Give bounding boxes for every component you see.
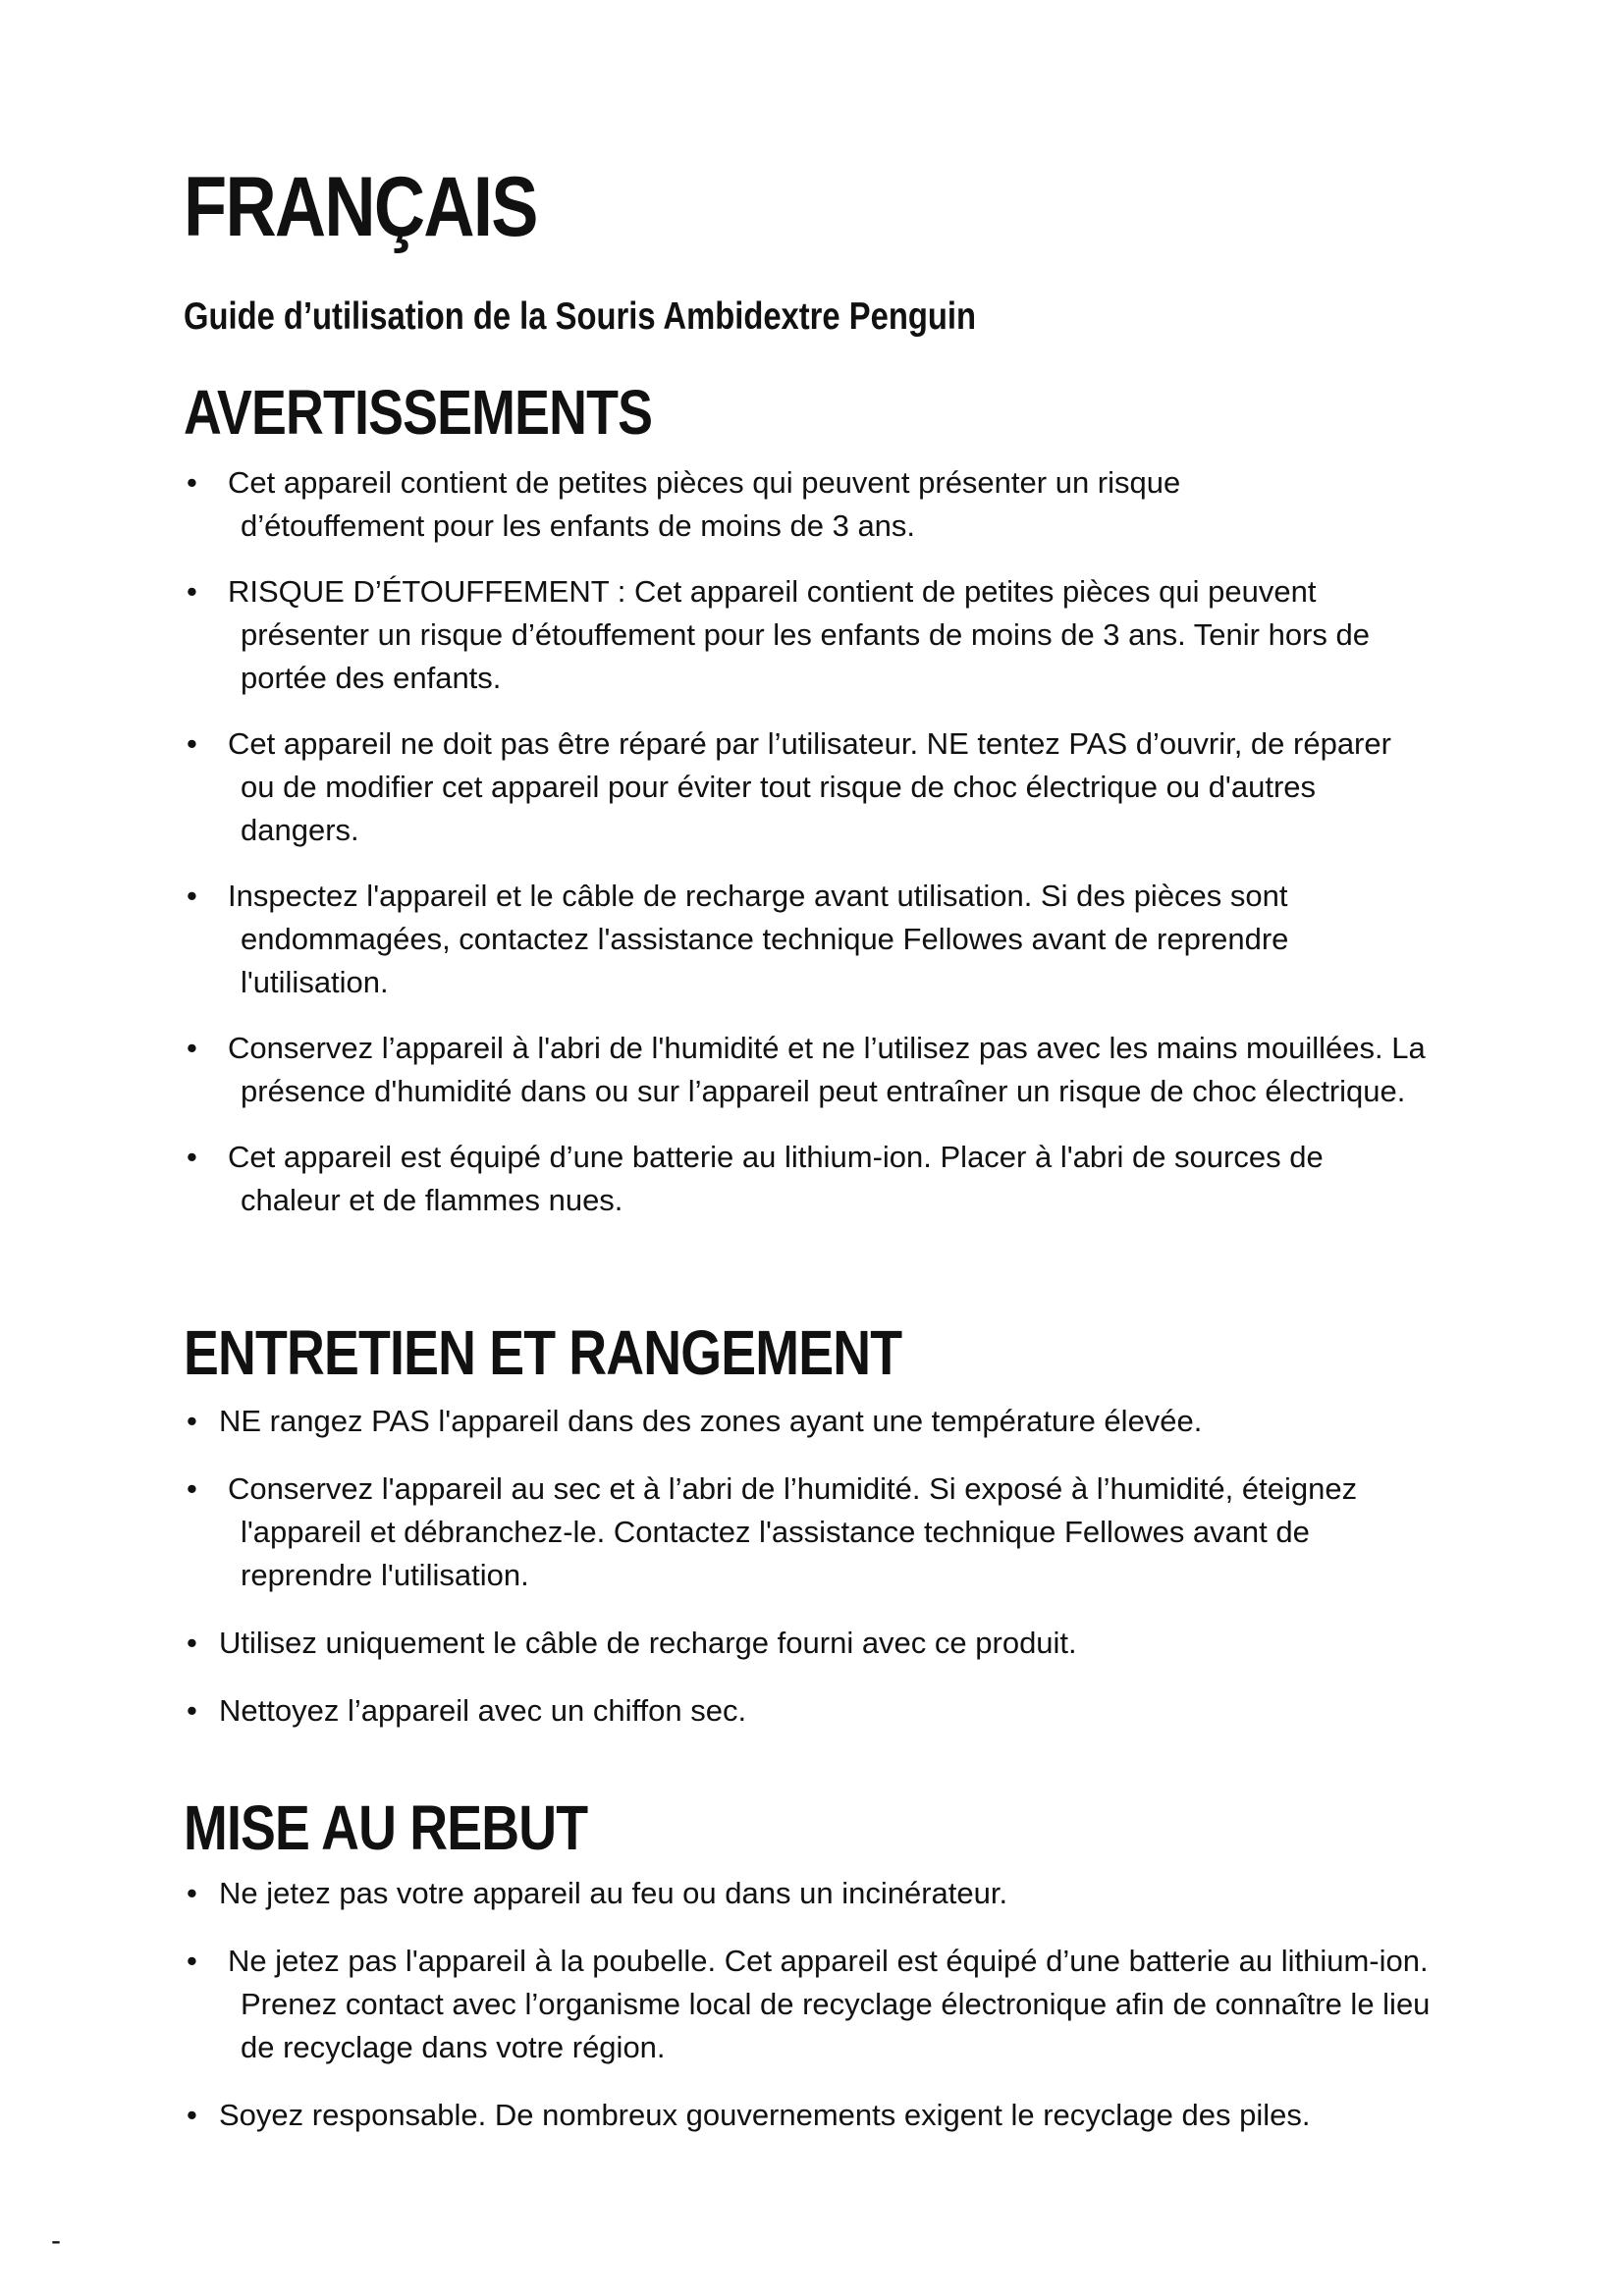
- bullet-icon: •: [187, 1876, 197, 1910]
- bullet-icon: •: [187, 2098, 197, 2132]
- bullet-icon: •: [187, 1693, 197, 1728]
- list-item: • Cet appareil ne doit pas être réparé par l’utilisateur. NE tentez PAS d’ouvrir, de réparer ou de modifier cet appareil pour éviter tout risque de choc électrique ou d'autres dangers.: [184, 722, 1460, 852]
- footer-mark: -: [51, 2224, 61, 2257]
- list-item: • Cet appareil est équipé d’une batterie au lithium-ion. Placer à l'abri de sources de chaleur et de flammes nues.: [184, 1136, 1460, 1222]
- bullet-icon: •: [187, 465, 197, 500]
- disposal-list: [184, 1872, 1460, 2137]
- document-subtitle: Guide d’utilisation de la Souris Ambidextre Penguin: [184, 295, 976, 338]
- list-item: • RISQUE D’ÉTOUFFEMENT : Cet appareil contient de petites pièces qui peuvent présenter un risque d’étouffement pour les enfants de moins de 3 ans. Tenir hors de portée des enfants.: [184, 570, 1460, 700]
- maintenance-list: [184, 1400, 1460, 1733]
- list-item: • Soyez responsable. De nombreux gouvernements exigent le recyclage des piles.: [184, 2094, 1460, 2137]
- warnings-list: [184, 461, 1460, 1222]
- bullet-icon: •: [187, 726, 197, 761]
- list-item: • Ne jetez pas l'appareil à la poubelle. Cet appareil est équipé d’une batterie au lithium-ion. Prenez contact avec l’organisme local de recyclage électronique afin de connaître le lieu de recyclage dans votre région.: [184, 1940, 1460, 2069]
- list-item: • Nettoyez l’appareil avec un chiffon sec.: [184, 1689, 1460, 1733]
- bullet-icon: •: [187, 1626, 197, 1660]
- section-title-warnings: AVERTISSEMENTS: [184, 377, 653, 448]
- section-title-maintenance: ENTRETIEN ET RANGEMENT: [184, 1317, 902, 1388]
- section-title-disposal: MISE AU REBUT: [184, 1792, 588, 1863]
- list-item: • Conservez l'appareil au sec et à l’abri de l’humidité. Si exposé à l’humidité, éteignez l'appareil et débranchez-le. Contactez l'assistance technique Fellowes avant de reprendre l'utilisation.: [184, 1468, 1460, 1597]
- list-item: • Ne jetez pas votre appareil au feu ou dans un incinérateur.: [184, 1872, 1460, 1915]
- bullet-icon: •: [187, 1944, 197, 1978]
- language-title: FRANÇAIS: [184, 160, 537, 254]
- list-item: • Utilisez uniquement le câble de recharge fourni avec ce produit.: [184, 1622, 1460, 1665]
- list-item: • NE rangez PAS l'appareil dans des zones ayant une température élevée.: [184, 1400, 1460, 1443]
- bullet-icon: •: [187, 1031, 197, 1065]
- bullet-icon: •: [187, 1471, 197, 1506]
- bullet-icon: •: [187, 574, 197, 609]
- bullet-icon: •: [187, 1140, 197, 1174]
- list-item: • Cet appareil contient de petites pièces qui peuvent présenter un risque d’étouffement pour les enfants de moins de 3 ans.: [184, 461, 1460, 548]
- bullet-icon: •: [187, 879, 197, 913]
- list-item: • Conservez l’appareil à l'abri de l'humidité et ne l’utilisez pas avec les mains mouillées. La présence d'humidité dans ou sur l’appareil peut entraîner un risque de choc électrique.: [184, 1027, 1460, 1113]
- bullet-icon: •: [187, 1404, 197, 1438]
- list-item: • Inspectez l'appareil et le câble de recharge avant utilisation. Si des pièces sont endommagées, contactez l'assistance technique Fellowes avant de reprendre l'utilisation.: [184, 875, 1460, 1004]
